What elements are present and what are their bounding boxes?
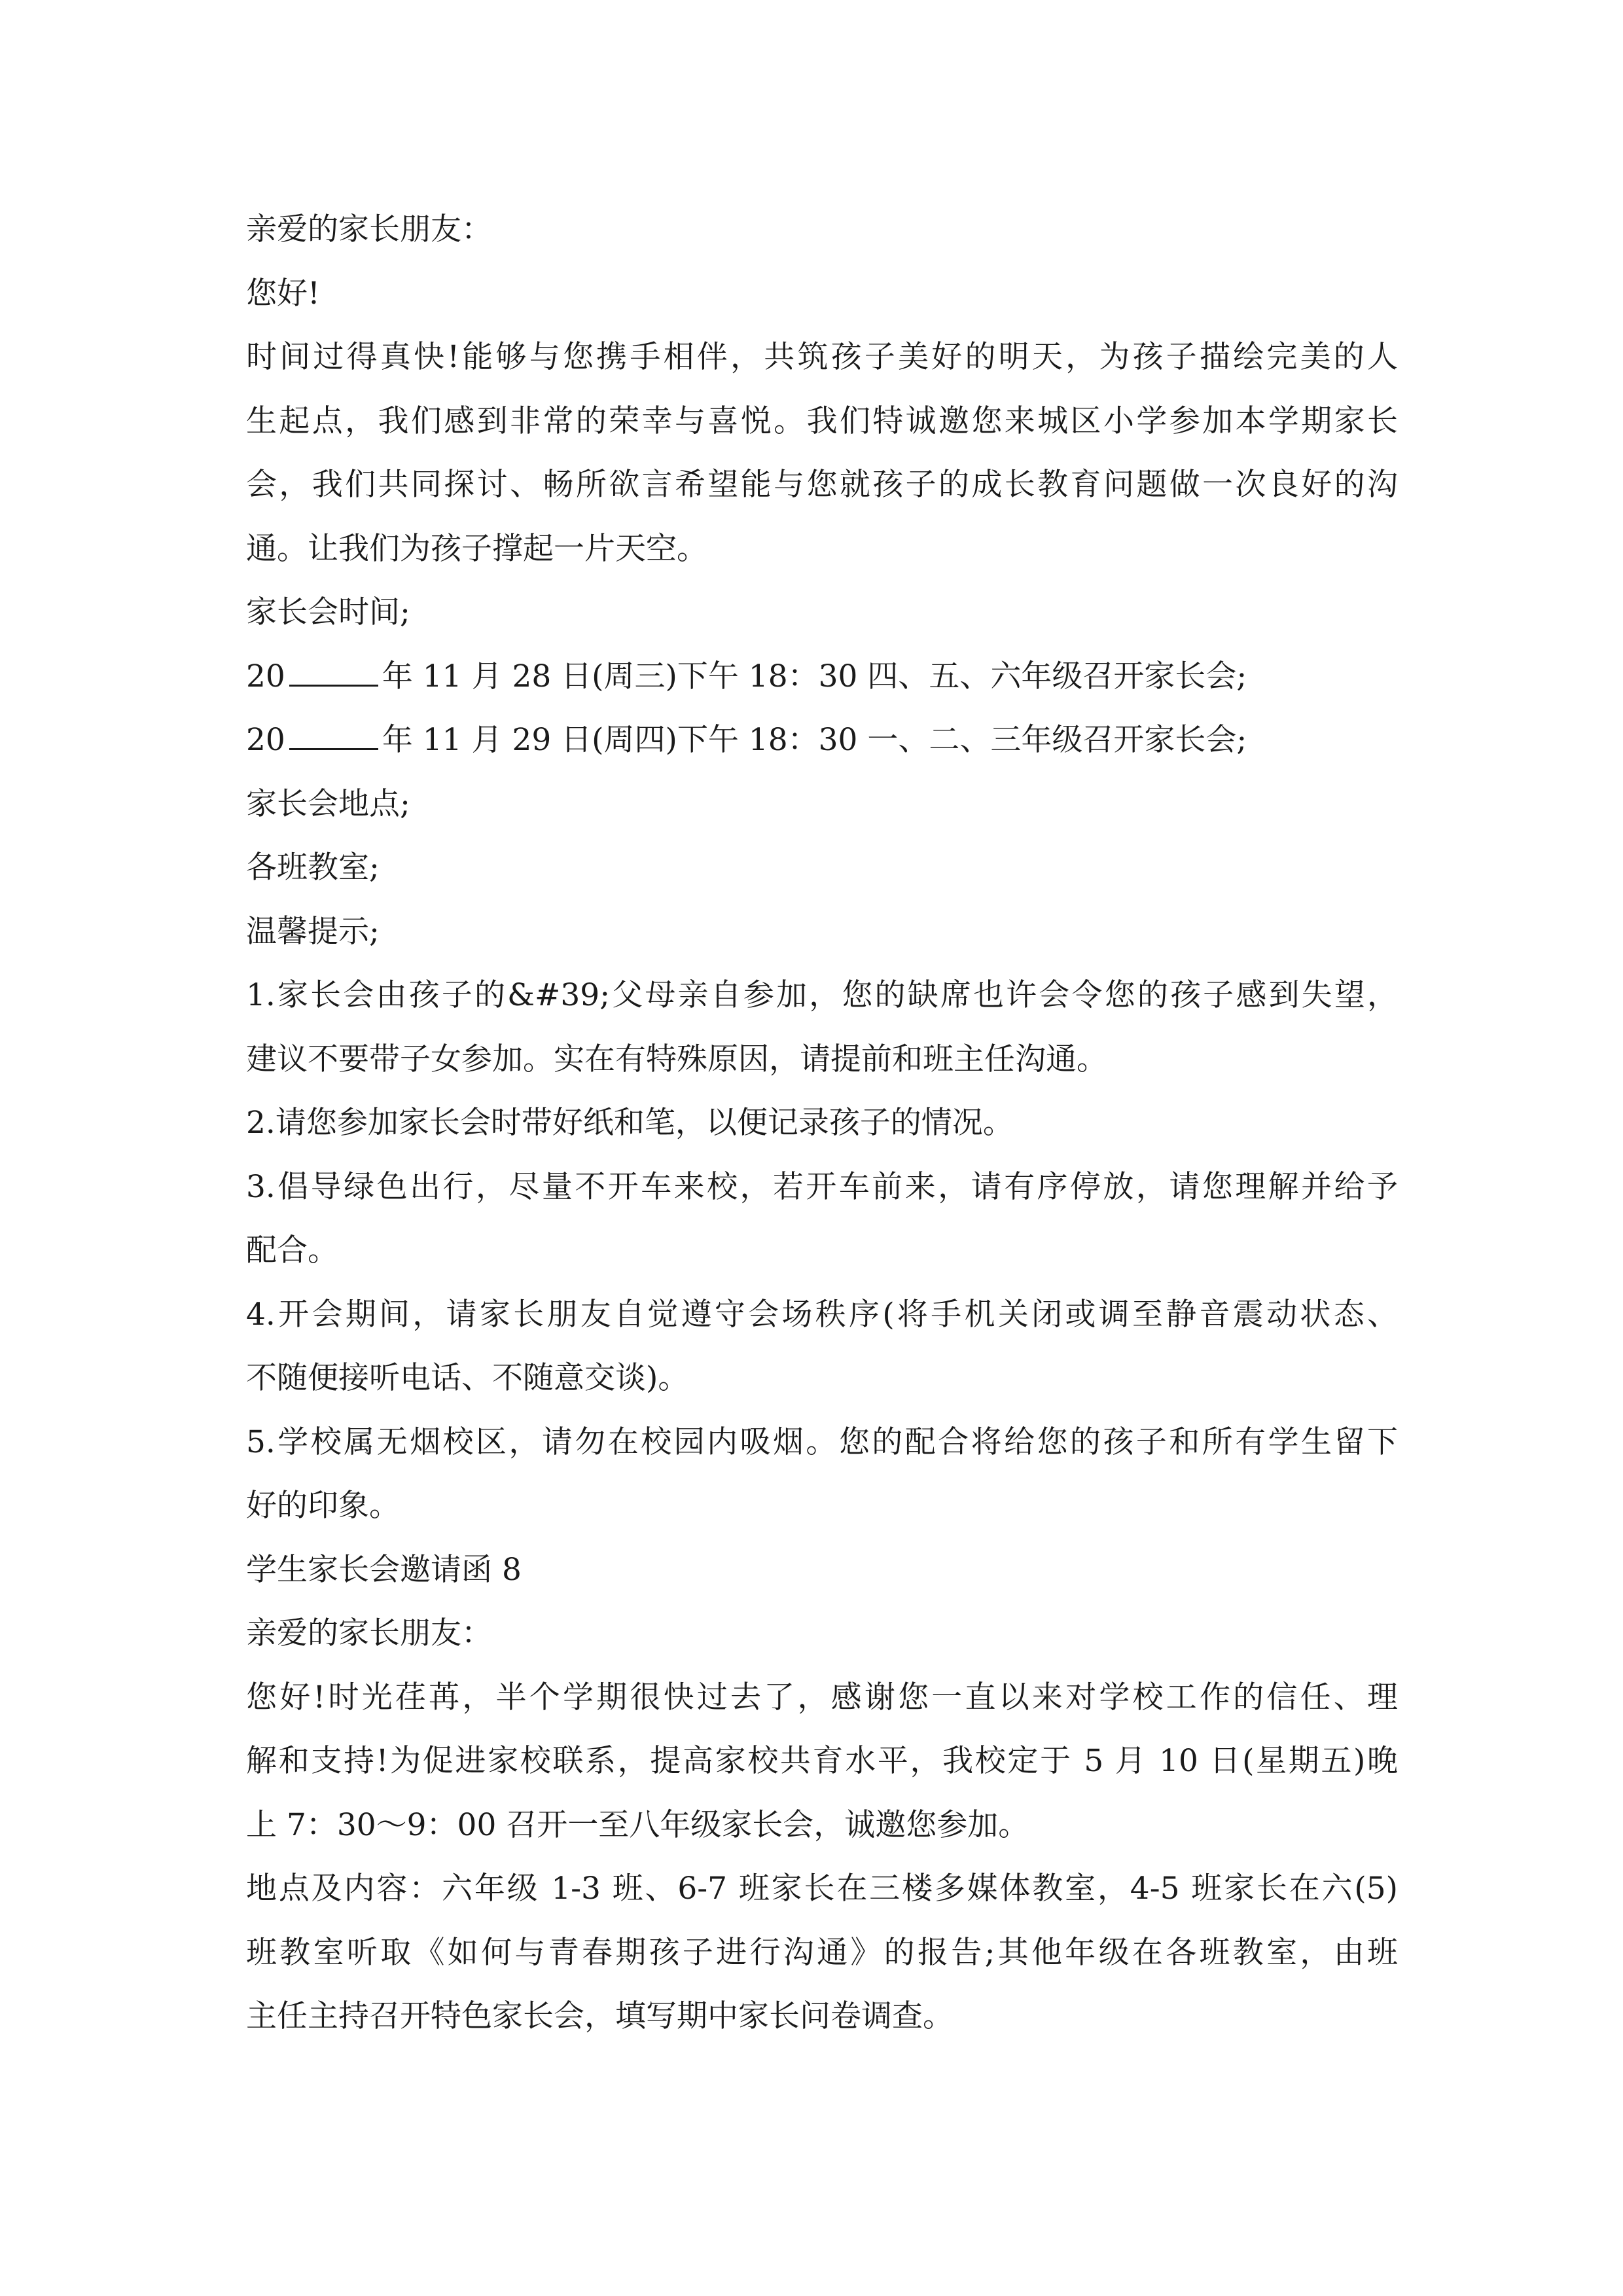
schedule-line	[246, 708, 1398, 772]
letter1-greeting: 您好!	[246, 275, 320, 312]
schedule-line	[246, 645, 1398, 709]
tips-heading: 温馨提示;	[246, 913, 380, 950]
tip-line: 不随便接听电话、不随意交谈)。	[246, 1360, 689, 1396]
letter2-body-line: 上 7：30～9：00 召开一至八年级家长会，诚邀您参加。	[246, 1806, 1029, 1843]
schedule-year-prefix: 20	[246, 658, 285, 694]
letter2-body-line: 班教室听取《如何与青春期孩子进行沟通》的报告;其他年级在各班教室，由班	[246, 1934, 1398, 1971]
schedule-year-prefix: 20	[246, 722, 285, 758]
tip-line: 3.倡导绿色出行，尽量不开车来校，若开车前来，请有序停放，请您理解并给予	[246, 1168, 1398, 1205]
letter1-intro-line: 会，我们共同探讨、畅所欲言希望能与您就孩子的成长教育问题做一次良好的沟	[246, 467, 1398, 503]
letter1-intro-line: 生起点，我们感到非常的荣幸与喜悦。我们特诚邀您来城区小学参加本学期家长	[246, 403, 1398, 439]
year-blank	[289, 719, 378, 750]
tip-line: 建议不要带子女参加。实在有特殊原因，请提前和班主任沟通。	[246, 1041, 1107, 1077]
tip-line: 5.学校属无烟校区，请勿在校园内吸烟。您的配合将给您的孩子和所有学生留下	[246, 1424, 1398, 1460]
schedule-detail: 年 11 月 29 日(周四)下午 18：30 一、二、三年级召开家长会;	[382, 722, 1247, 758]
letter2-body-line: 您好!时光荏苒，半个学期很快过去了，感谢您一直以来对学校工作的信任、理	[246, 1679, 1398, 1715]
tip-line: 1.家长会由孩子的&#39;父母亲自参加，您的缺席也许会令您的孩子感到失望，	[246, 977, 1398, 1013]
year-blank	[289, 656, 378, 687]
letter2-body-line: 解和支持!为促进家校联系，提高家校共育水平，我校定于 5 月 10 日(星期五)晚	[246, 1743, 1398, 1779]
document-page	[246, 198, 1398, 2049]
letter2-body-line: 地点及内容：六年级 1-3 班、6-7 班家长在三楼多媒体教室，4-5 班家长在六(5)	[246, 1871, 1398, 1907]
time-heading: 家长会时间;	[246, 594, 410, 630]
tip-line: 2.请您参加家长会时带好纸和笔，以便记录孩子的情况。	[246, 1105, 1014, 1141]
letter1-intro-line: 通。让我们为孩子撑起一片天空。	[246, 530, 707, 567]
place-value: 各班教室;	[246, 850, 380, 886]
tip-line: 好的印象。	[246, 1488, 400, 1524]
letter1-salutation: 亲爱的家长朋友：	[246, 211, 492, 247]
letter2-salutation: 亲爱的家长朋友：	[246, 1615, 492, 1651]
tip-line: 配合。	[246, 1232, 338, 1268]
schedule-detail: 年 11 月 28 日(周三)下午 18：30 四、五、六年级召开家长会;	[382, 658, 1247, 694]
place-heading: 家长会地点;	[246, 785, 410, 822]
letter1-intro-line: 时间过得真快!能够与您携手相伴，共筑孩子美好的明天，为孩子描绘完美的人	[246, 339, 1398, 375]
letter2-title: 学生家长会邀请函 8	[246, 1551, 522, 1588]
letter2-body-line: 主任主持召开特色家长会，填写期中家长问卷调查。	[246, 1998, 954, 2034]
tip-line: 4.开会期间，请家长朋友自觉遵守会场秩序(将手机关闭或调至静音震动状态、	[246, 1296, 1398, 1333]
